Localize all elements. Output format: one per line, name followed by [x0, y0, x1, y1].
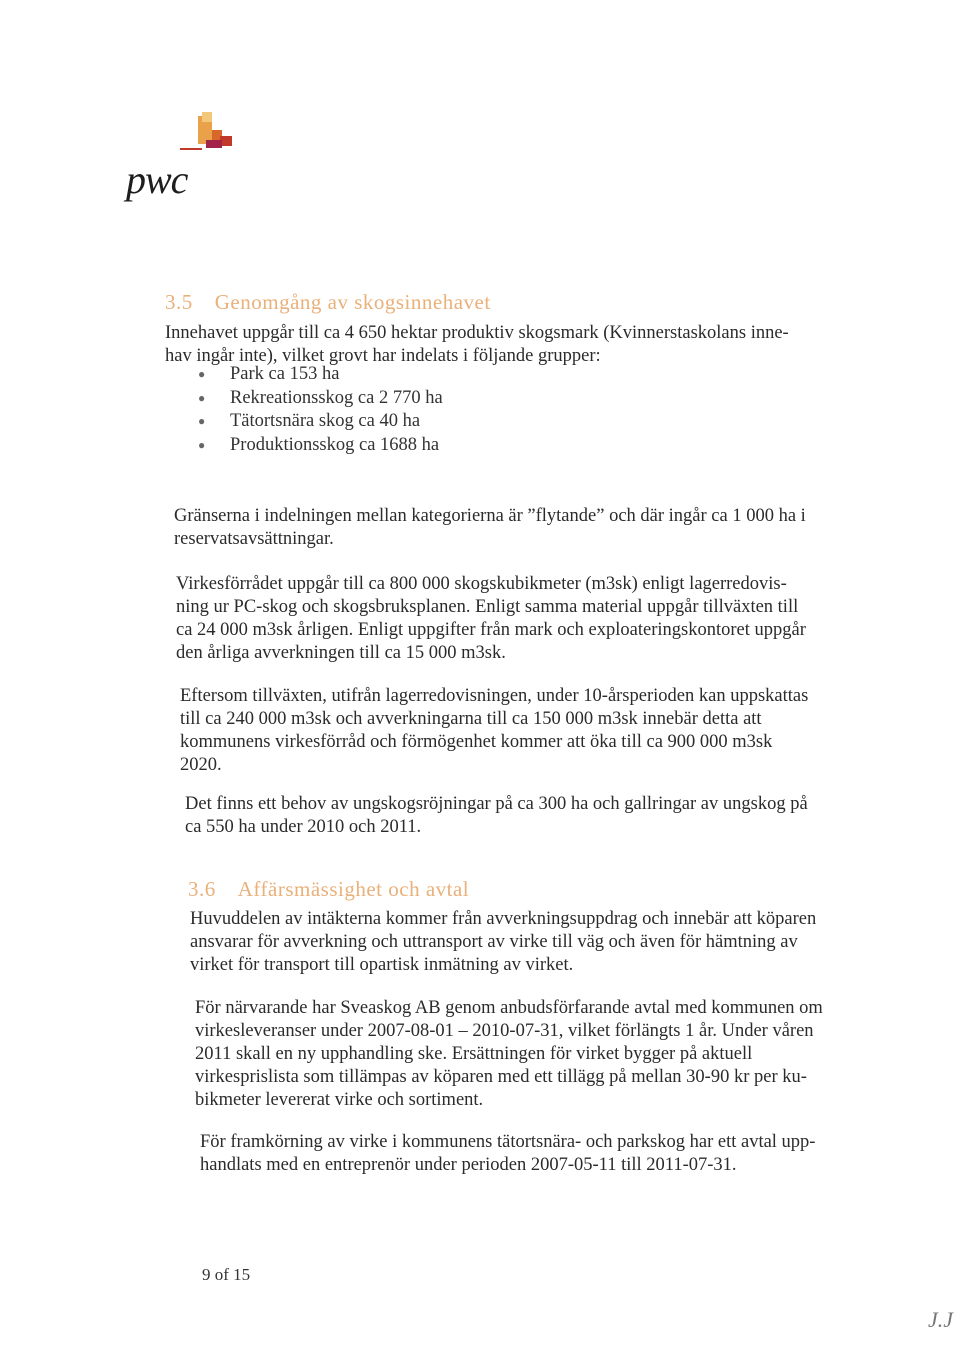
list-item-text: Produktionsskog ca 1688 ha: [230, 434, 440, 455]
paragraph-line: Eftersom tillväxten, utifrån lagerredovisningen, under 10-årsperioden kan uppskattas: [180, 686, 809, 706]
paragraph-line: den årliga avverkningen till ca 15 000 m3sk.: [176, 643, 506, 663]
paragraph-line: virkesprislista som tillämpas av köparen med ett tillägg på mellan 30-90 kr per ku-: [195, 1067, 807, 1087]
paragraph-line: virkesleveranser under 2007-08-01 – 2010-07-31, vilket förlängts 1 år. Under våren: [195, 1021, 814, 1041]
list-item: [198, 363, 443, 387]
paragraph-line: kommunens virkesförråd och förmögenhet kommer att öka till ca 900 000 m3sk: [180, 732, 773, 752]
bullet-icon: ●: [198, 437, 206, 452]
paragraph-line: Virkesförrådet uppgår till ca 800 000 skogskubikmeter (m3sk) enligt lagerredovis-: [176, 574, 787, 594]
section-heading-3-6: [188, 877, 469, 902]
section-heading-3-5: [165, 290, 491, 315]
paragraph-line: ca 24 000 m3sk årligen. Enligt uppgifter från mark och exploateringskontoret uppgår: [176, 620, 806, 640]
paragraph-line: ansvarar för avverkning och uttransport av virke till väg och även för hämtning av: [190, 932, 798, 952]
list-item: [198, 410, 443, 434]
list-item: [198, 387, 443, 411]
paragraph-line: virket för transport till opartisk inmätning av virket.: [190, 955, 574, 975]
paragraph-line: reservatsavsättningar.: [174, 529, 334, 549]
paragraph-line: 2020.: [180, 755, 222, 775]
paragraph-line: handlats med en entreprenör under perioden 2007-05-11 till 2011-07-31.: [200, 1155, 737, 1175]
list-item-text: Rekreationsskog ca 2 770 ha: [230, 387, 443, 408]
intro-paragraph: [165, 322, 885, 368]
section-number: 3.5: [165, 290, 193, 314]
category-list: [198, 363, 443, 457]
bullet-icon: ●: [198, 367, 206, 381]
paragraph-line: ning ur PC-skog och skogsbruksplanen. Enligt samma material uppgår tillväxten till: [176, 597, 799, 617]
paragraph: [195, 997, 925, 1112]
paragraph-line: 2011 skall en ny upphandling ske. Ersättningen för virket bygger på aktuell: [195, 1044, 753, 1064]
paragraph: [185, 793, 915, 839]
section-title: Affärsmässighet och avtal: [237, 877, 470, 901]
intro-line: hav ingår inte), vilket grovt har indelats i följande grupper:: [165, 346, 601, 366]
paragraph: [174, 505, 904, 551]
paragraph-line: För närvarande har Sveaskog AB genom anbudsförfarande avtal med kommunen om: [195, 998, 823, 1018]
list-item: [198, 434, 443, 458]
paragraph-line: ca 550 ha under 2010 och 2011.: [185, 817, 422, 837]
paragraph-line: Det finns ett behov av ungskogsröjningar på ca 300 ha och gallringar av ungskog på: [185, 794, 808, 814]
section-number: 3.6: [188, 877, 216, 901]
bullet-icon: ●: [198, 414, 206, 428]
paragraph-line: Huvuddelen av intäkterna kommer från avverkningsuppdrag och innebär att köparen: [190, 909, 817, 929]
paragraph: [176, 573, 906, 665]
bullet-icon: ●: [198, 390, 206, 405]
pwc-logo: [126, 112, 256, 202]
paragraph-line: Gränserna i indelningen mellan kategorierna är ”flytande” och där ingår ca 1 000 ha i: [174, 506, 806, 526]
page-number: 9 of 15: [202, 1265, 251, 1284]
list-item-text: Park ca 153 ha: [230, 364, 340, 384]
paragraph: [190, 908, 925, 977]
paragraph: [200, 1131, 930, 1177]
logo-blocks-icon: [176, 112, 246, 157]
list-item-text: Tätortsnära skog ca 40 ha: [230, 411, 421, 431]
handwritten-initials: J.J: [928, 1307, 954, 1332]
intro-line: Innehavet uppgår till ca 4 650 hektar produktiv skogsmark (Kvinnerstaskolans inne-: [165, 323, 789, 343]
paragraph-line: bikmeter levererat virke och sortiment.: [195, 1090, 484, 1110]
paragraph: [180, 685, 910, 777]
logo-text: pwc: [126, 157, 188, 202]
section-title: Genomgång av skogsinnehavet: [214, 290, 491, 314]
paragraph-line: till ca 240 000 m3sk och avverkningarna till ca 150 000 m3sk innebär detta att: [180, 709, 762, 729]
paragraph-line: För framkörning av virke i kommunens tätortsnära- och parkskog har ett avtal upp-: [200, 1132, 816, 1152]
